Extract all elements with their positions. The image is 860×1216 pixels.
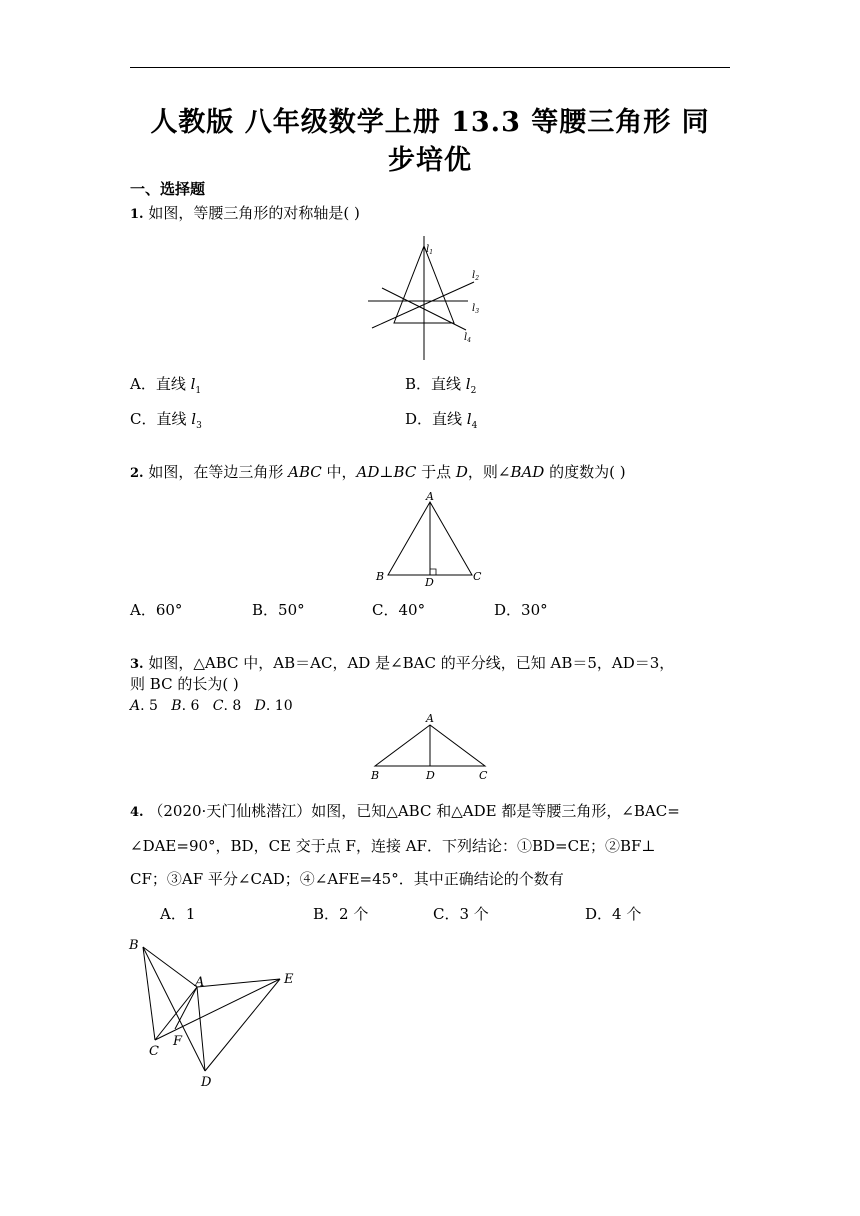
question-number: 1.: [130, 207, 144, 222]
q4-label-b: B: [129, 938, 139, 953]
page-title: [130, 104, 730, 180]
q4-seg-ae: [197, 979, 280, 987]
q4-label-f: F: [173, 1034, 183, 1049]
q1-option-c: C．直线 $l_3$: [130, 410, 202, 431]
label-l3: $l_3$: [472, 303, 480, 315]
q4-option-c: C．3 个: [433, 905, 489, 923]
q4-option-a: A．1: [160, 905, 196, 923]
q2-label-a: A: [426, 490, 434, 503]
q2-option-d: D．30°: [494, 601, 548, 619]
header-rule: [130, 67, 730, 68]
q3-figure: [365, 710, 495, 782]
q1-line-l2: [372, 282, 474, 328]
q2-label-c: C: [473, 570, 482, 583]
q4-figure: [125, 935, 305, 1095]
q4-label-d: D: [201, 1075, 212, 1090]
q4-seg-bc: [143, 947, 155, 1040]
q2-option-c: C．40°: [372, 601, 426, 619]
question-number: 4.: [130, 805, 144, 820]
q3-label-a: A: [426, 712, 434, 725]
q2-label-b: B: [376, 570, 385, 583]
label-l4: $l_4$: [464, 332, 472, 344]
title-line-2: 步培优: [388, 145, 472, 176]
q2-figure: [370, 488, 490, 588]
q2-label-d: D: [425, 576, 434, 588]
title-line-1: 人教版 八年级数学上册 13.3 等腰三角形 同: [150, 107, 710, 138]
q4-option-d: D．4 个: [585, 905, 642, 923]
q4-option-b: B．2 个: [313, 905, 369, 923]
q3-label-c: C: [479, 769, 488, 782]
q4-label-e: E: [284, 972, 294, 987]
q4-seg-ba: [143, 947, 197, 987]
q4-seg-de: [205, 979, 280, 1071]
question-2: 2. 如图，在等边三角形 ABC 中，AD⊥BC 于点 D，则∠BAD 的度数为( ): [130, 463, 626, 481]
question-number: 2.: [130, 466, 144, 481]
q2-option-a: A．60°: [130, 601, 183, 619]
q1-option-a: A．直线 $l_1$: [130, 375, 202, 396]
q4-seg-af: [175, 987, 197, 1029]
label-l2: $l_2$: [472, 270, 480, 282]
question-3: [130, 653, 674, 675]
question-number: 3.: [130, 657, 144, 672]
question-text-line-1: （2020·天门仙桃潜江）如图，已知△ABC 和△ADE 都是等腰三角形，∠BAC=: [148, 802, 680, 820]
q4-label-a: A: [195, 975, 205, 990]
q1-option-b: B．直线 $l_2$: [405, 375, 477, 396]
q2-option-b: B．50°: [252, 601, 305, 619]
q4-label-c: C: [149, 1044, 159, 1059]
q2-right-angle-mark: [430, 569, 436, 575]
q3-label-d: D: [426, 769, 435, 782]
label-l1: $l_1$: [426, 244, 434, 256]
q1-figure: [360, 230, 500, 365]
q3-label-b: B: [371, 769, 380, 782]
question-4-line-3: CF；③AF 平分∠CAD；④∠AFE=45°．其中正确结论的个数有: [130, 870, 564, 888]
question-4: [130, 801, 680, 823]
q3-options: A. 5 B. 6 C. 8 D. 10: [130, 698, 293, 714]
question-text-line-1: 如图，△ABC 中，AB＝AC，AD 是∠BAC 的平分线，已知 AB＝5，AD＝3，: [148, 654, 675, 672]
q1-option-d: D．直线 $l_4$: [405, 410, 478, 431]
section-heading: 一、选择题: [130, 180, 206, 198]
question-text: 如图，等腰三角形的对称轴是( ): [148, 204, 360, 222]
question-3-line-2: 则 BC 的长为( ): [130, 675, 239, 693]
question-1: [130, 203, 360, 225]
question-4-line-2: ∠DAE=90°，BD，CE 交于点 F，连接 AF．下列结论：①BD=CE；②BF⊥: [130, 837, 656, 855]
